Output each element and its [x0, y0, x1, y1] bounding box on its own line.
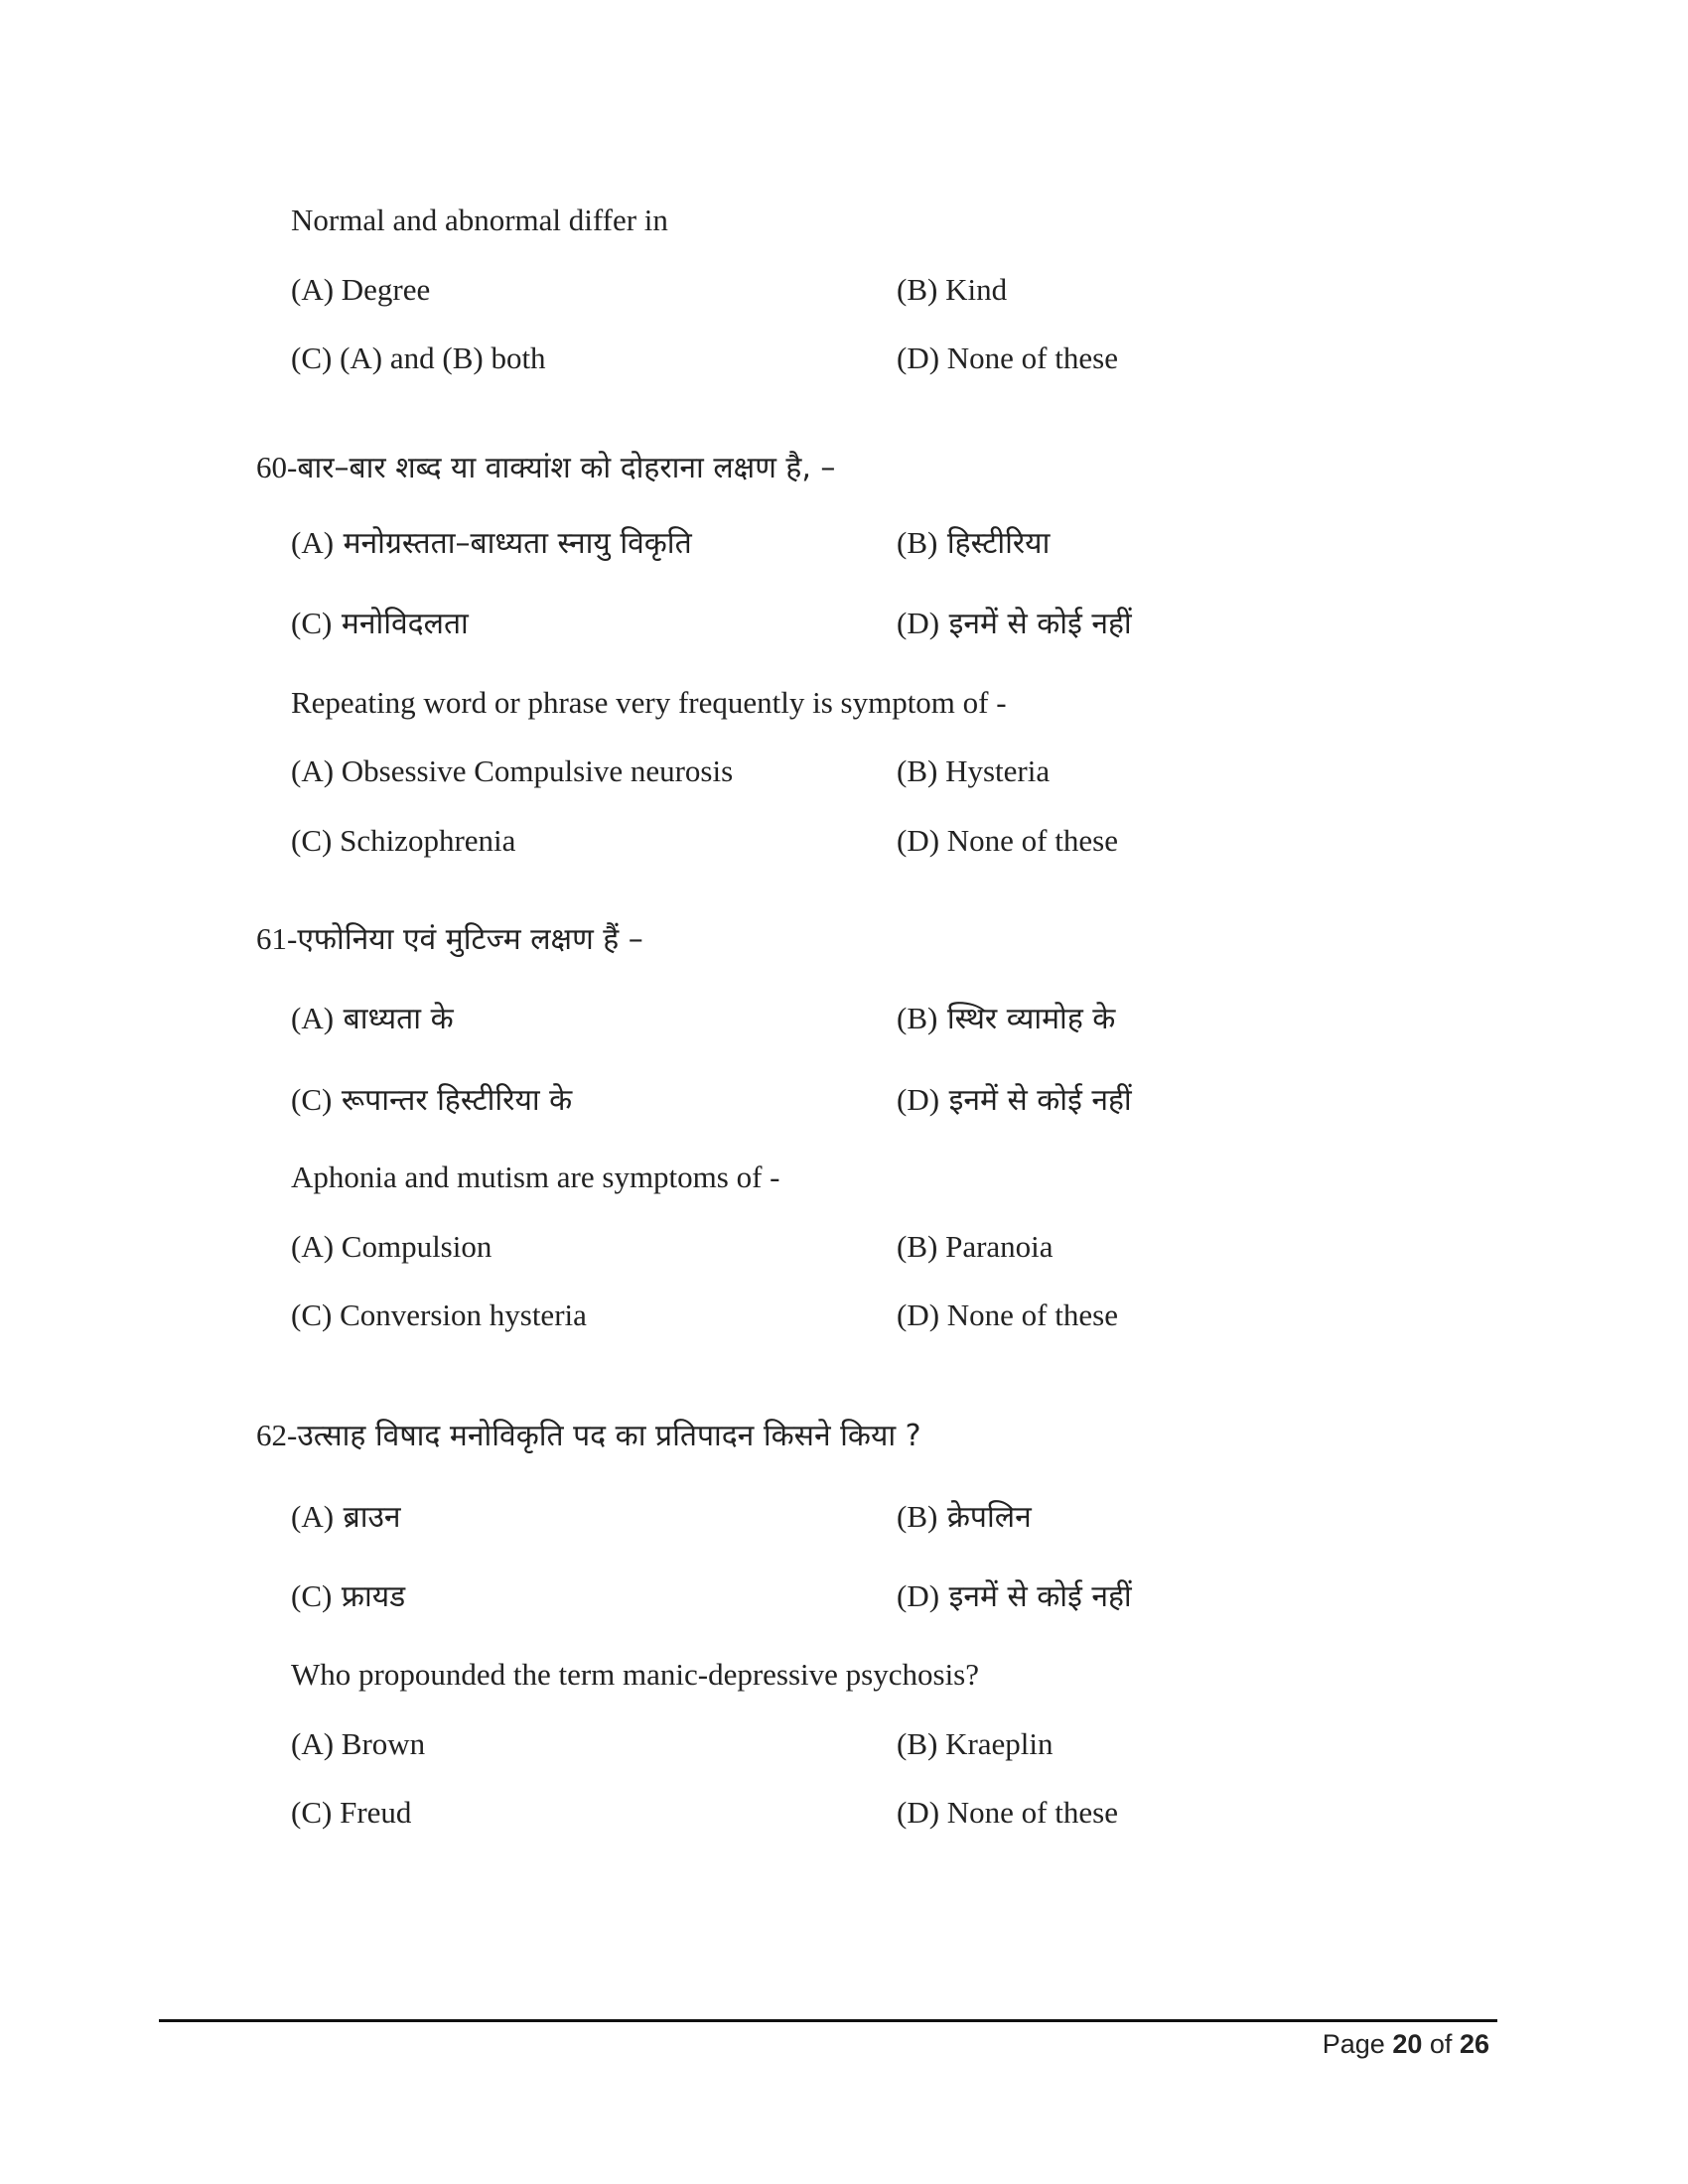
q62-number: 62-: [256, 1418, 298, 1452]
q62-stem-hi: उत्साह विषाद मनोविकृति पद का प्रतिपादन किसने किया ?: [297, 1419, 921, 1453]
page-number-footer: [1323, 2029, 1489, 2060]
option-label: (A): [291, 525, 335, 560]
q60-stem-en: Repeating word or phrase very frequently is symptom of -: [291, 685, 1007, 720]
q61-option-d-en: (D) None of these: [897, 1297, 1118, 1332]
q60-option-c-hi: [291, 604, 469, 644]
of-word: of: [1429, 2029, 1453, 2059]
option-text: इनमें से कोई नहीं: [948, 1579, 1132, 1614]
footer-divider: [159, 2019, 1497, 2022]
option-label: (C): [291, 1578, 333, 1613]
option-label: (B): [897, 525, 938, 560]
option-label: (C): [291, 1082, 333, 1117]
q60-option-b-en: (B) Hysteria: [897, 753, 1051, 788]
q62-option-d-hi: [897, 1576, 1132, 1617]
q62-option-a-en: (A) Brown: [291, 1726, 426, 1761]
option-text: मनोग्रस्तता–बाध्यता स्नायु विकृति: [343, 526, 692, 561]
option-text: इनमें से कोई नहीं: [948, 1083, 1132, 1118]
q62-option-c-hi: [291, 1576, 405, 1617]
q60-option-a-en: (A) Obsessive Compulsive neurosis: [291, 753, 734, 788]
q59-option-b-en: (B) Kind: [897, 272, 1008, 307]
option-label: (B): [897, 1499, 938, 1534]
option-label: (A): [291, 1001, 335, 1035]
q61-option-b-en: (B) Paranoia: [897, 1229, 1054, 1264]
q61-option-c-en: (C) Conversion hysteria: [291, 1297, 587, 1332]
q61-option-a-en: (A) Compulsion: [291, 1229, 492, 1264]
option-text: हिस्टीरिया: [946, 526, 1051, 561]
q61-heading: [256, 919, 643, 960]
q59-option-d-en: (D) None of these: [897, 341, 1118, 375]
page-current: 20: [1392, 2029, 1423, 2059]
option-label: (D): [897, 1082, 940, 1117]
q61-option-c-hi: [291, 1080, 572, 1121]
option-text: रूपान्तर हिस्टीरिया के: [341, 1083, 573, 1118]
q59-option-a-en: (A) Degree: [291, 272, 431, 307]
q60-option-d-hi: [897, 604, 1132, 644]
q61-option-d-hi: [897, 1080, 1132, 1121]
q62-option-b-hi: [897, 1497, 1032, 1538]
q60-option-d-en: (D) None of these: [897, 823, 1118, 858]
q61-option-b-hi: [897, 999, 1115, 1039]
option-label: (C): [291, 606, 333, 640]
option-label: (D): [897, 606, 940, 640]
q61-option-a-hi: [291, 999, 454, 1039]
option-label: (B): [897, 1001, 938, 1035]
page-word: Page: [1322, 2029, 1385, 2059]
q62-option-a-hi: [291, 1497, 401, 1538]
q61-stem-en: Aphonia and mutism are symptoms of -: [291, 1160, 780, 1194]
q61-number: 61-: [256, 921, 298, 956]
q62-stem-en: Who propounded the term manic-depressive psychosis?: [291, 1657, 980, 1692]
option-label: (A): [291, 1499, 335, 1534]
q62-heading: [256, 1416, 921, 1456]
option-text: फ्रायड: [341, 1579, 406, 1614]
option-text: ब्राउन: [343, 1500, 401, 1535]
q59-stem-en: Normal and abnormal differ in: [291, 203, 668, 237]
q60-option-b-hi: [897, 523, 1050, 564]
option-text: स्थिर व्यामोह के: [946, 1002, 1116, 1036]
option-text: क्रेपलिन: [946, 1500, 1032, 1535]
q59-option-c-en: (C) (A) and (B) both: [291, 341, 546, 375]
q60-number: 60-: [256, 450, 298, 484]
option-label: (D): [897, 1578, 940, 1613]
q62-option-d-en: (D) None of these: [897, 1795, 1118, 1830]
q62-option-c-en: (C) Freud: [291, 1795, 412, 1830]
q60-stem-hi: बार–बार शब्द या वाक्यांश को दोहराना लक्षण है, –: [297, 451, 836, 485]
q60-heading: [256, 448, 835, 488]
q61-stem-hi: एफोनिया एवं मुटिज्म लक्षण हैं –: [297, 922, 643, 957]
option-text: बाध्यता के: [343, 1002, 454, 1036]
option-text: इनमें से कोई नहीं: [948, 607, 1132, 641]
q60-option-c-en: (C) Schizophrenia: [291, 823, 516, 858]
option-text: मनोविदलता: [341, 607, 469, 641]
q62-option-b-en: (B) Kraeplin: [897, 1726, 1054, 1761]
q60-option-a-hi: [291, 523, 692, 564]
page-total: 26: [1459, 2029, 1489, 2059]
